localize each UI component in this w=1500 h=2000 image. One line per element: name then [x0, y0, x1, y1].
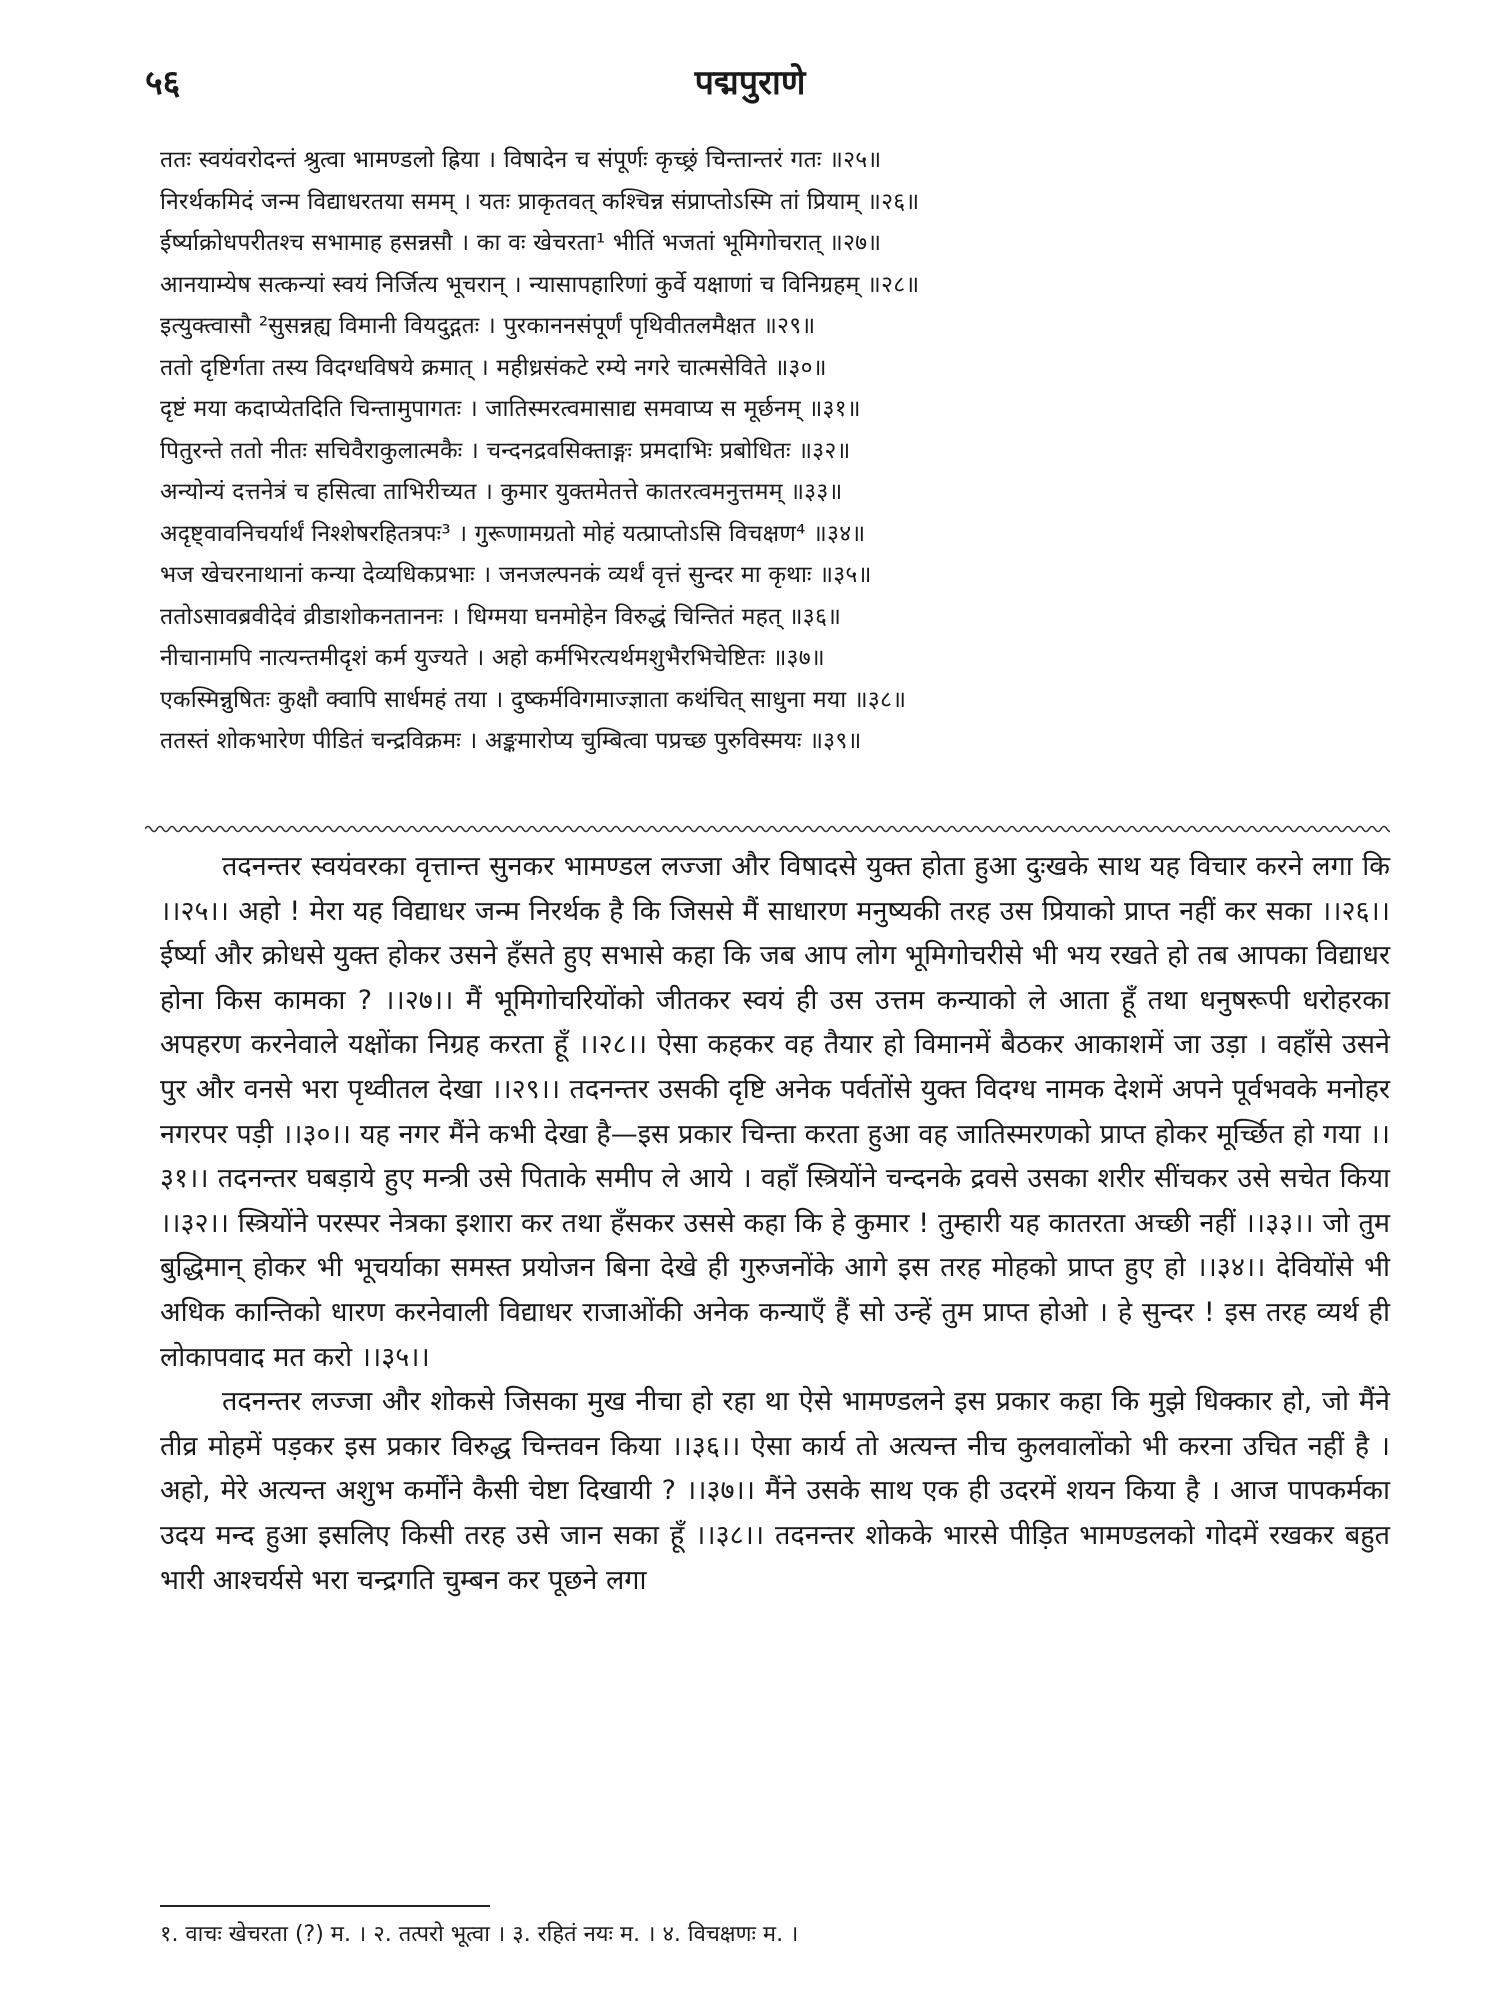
verse-line: एकस्मिन्नुषितः कुक्षौ क्वापि सार्धमहं तया । दुष्कर्मविगमाज्ज्ञाता कथंचित् साधुना मया ॥३८॥ [160, 686, 907, 713]
verse-line: इत्युक्त्वासौ ²सुसन्नह्य विमानी वियदुद्गतः । पुरकाननसंपूर्णं पृथिवीतलमैक्षत ॥२९॥ [160, 313, 816, 339]
verse-line: ततस्तं शोकभारेण पीडितं चन्द्रविक्रमः । अङ्कमारोप्य चुम्बित्वा पप्रच्छ पुरुविस्मयः ॥३९॥ [160, 728, 862, 754]
verse-line: पितुरन्ते ततो नीतः सचिवैराकुलात्मकैः । चन्दनद्रवसिक्ताङ्गः प्रमदाभिः प्रबोधितः ॥३२॥ [160, 437, 851, 464]
verse-line: अन्योन्यं दत्तनेत्रं च हसित्वा ताभिरीच्यत । कुमार युक्तमेतत्ते कातरत्वमनुत्तमम् ॥३३॥ [160, 479, 843, 505]
verse-line: आनयाम्येष सत्कन्यां स्वयं निर्जित्य भूचरान् । न्यासापहारिणां कुर्वे यक्षाणां च विनिग्रहम् ॥२८॥ [160, 271, 920, 298]
verse-line: ततः स्वयंवरोदन्तं श्रुत्वा भामण्डलो ह्रिया । विषादेन च संपूर्णः कृच्छ्रं चिन्तान्तरं गतः ॥२५॥ [160, 147, 882, 173]
translation-paragraph: तदनन्तर लज्जा और शोकसे जिसका मुख नीचा हो रहा था ऐसे भामण्डलने इस प्रकार कहा कि मुझे धिक्कार हो, जो मैंने तीव्र मोहमें पड़कर इस प्रकार विरुद्ध चिन्तवन किया ।।३६।। ऐसा कार्य तो अत्यन्त नीच कुलवालोंको भी करना उचित नहीं है । अहो, मेरे अत्यन्त अशुभ कर्मोंने कैसी चेष्टा दिखायी ? ।।३७।। मैंने उसके साथ एक ही उदरमें शयन किया है । आज पापकर्मका उदय मन्द हुआ इसलिए किसी तरह उसे जान सका हूँ ।।३८।। तदनन्तर शोकके भारसे पीड़ित भामण्डलको गोदमें रखकर बहुत भारी आश्चर्यसे भरा चन्द्रगति चुम्बन कर पूछने लगा [160, 1386, 1390, 1596]
verse-line: ईर्ष्याक्रोधपरीतश्च सभामाह हसन्नसौ । का वः खेचरता¹ भीतिं भजतां भूमिगोचरात् ॥२७॥ [160, 230, 882, 256]
verse-line: अदृष्ट्वावनिचर्यार्थं निश्शेषरहितत्रपः³ । गुरूणामग्रतो मोहं यत्प्राप्तोऽसि विचक्षण⁴ ॥३४॥ [160, 520, 866, 547]
verse-line: ततोऽसावब्रवीदेवं व्रीडाशोकनताननः । धिग्मया घनमोहेन विरुद्धं चिन्तितं महत् ॥३६॥ [160, 603, 842, 630]
hindi-translation [160, 845, 1390, 1603]
wavy-divider [145, 822, 1390, 836]
page-header [0, 58, 1500, 118]
translation-paragraph: तदनन्तर स्वयंवरका वृत्तान्त सुनकर भामण्डल लज्जा और विषादसे युक्त होता हुआ दुःखके साथ यह विचार करने लगा कि ।।२५।। अहो ! मेरा यह विद्याधर जन्म निरर्थक है कि जिससे मैं साधारण मनुष्यकी तरह उस प्रियाको प्राप्त नहीं कर सका ।।२६।। ईर्ष्या और क्रोधसे युक्त होकर उसने हँसते हुए सभासे कहा कि जब आप लोग भूमिगोचरीसे भी भय रखते हो तब आपका विद्याधर होना किस कामका ? ।।२७।। मैं भूमिगोचरियोंको जीतकर स्वयं ही उस उत्तम कन्याको ले आता हूँ तथा धनुषरूपी धरोहरका अपहरण करनेवाले यक्षोंका निग्रह करता हूँ ।।२८।। ऐसा कहकर वह तैयार हो विमानमें बैठकर आकाशमें जा उड़ा । वहाँसे उसने पुर और वनसे भरा पृथ्वीतल देखा ।।२९।। तदनन्तर उसकी दृष्टि अनेक पर्वतोंसे युक्त विदग्ध नामक देशमें अपने पूर्वभवके मनोहर नगरपर पड़ी ।।३०।। यह नगर मैंने कभी देखा है—इस प्रकार चिन्ता करता हुआ वह जातिस्मरणको प्राप्त होकर मूर्च्छित हो गया ।।३१।। तदनन्तर घबड़ाये हुए मन्त्री उसे पिताके समीप ले आये । वहाँ स्त्रियोंने चन्दनके द्रवसे उसका शरीर सींचकर उसे सचेत किया ।।३२।। स्त्रियोंने परस्पर नेत्रका इशारा कर तथा हँसकर उससे कहा कि हे कुमार ! तुम्हारी यह कातरता अच्छी नहीं ।।३३।। जो तुम बुद्धिमान् होकर भी भूचर्याका समस्त प्रयोजन बिना देखे ही गुरुजनोंके आगे इस तरह मोहको प्राप्त हुए हो ।।३४।। देवियोंसे भी अधिक कान्तिको धारण करनेवाली विद्याधर राजाओंकी अनेक कन्याएँ हैं सो उन्हें तुम प्राप्त होओ । हे सुन्दर ! इस तरह व्यर्थ ही लोकापवाद मत करो ।।३५।। [160, 851, 1390, 1373]
verse-line: निरर्थकमिदं जन्म विद्याधरतया समम् । यतः प्राकृतवत् कश्चिन्न संप्राप्तोऽस्मि तां प्रियाम् ॥२६॥ [160, 188, 920, 215]
verse-line: ततो दृष्टिर्गता तस्य विदग्धविषये क्रमात् । महीध्रसंकटे रम्ये नगरे चात्मसेविते ॥३०॥ [160, 354, 827, 381]
sanskrit-verses [160, 140, 1390, 763]
page-number: ५६ [145, 63, 181, 103]
verse-line: नीचानामपि नात्यन्तमीदृशं कर्म युज्यते । अहो कर्मभिरत्यर्थमशुभैरभिचेष्टितः ॥३७॥ [160, 645, 825, 671]
verse-line: भज खेचरनाथानां कन्या देव्यधिकप्रभाः । जनजल्पनकं व्यर्थं वृत्तं सुन्दर मा कृथाः ॥३५॥ [160, 562, 872, 588]
page-title: पद्मपुराणे [694, 63, 806, 103]
footnote-rule [160, 1905, 490, 1907]
footnotes: १. वाचः खेचरता (?) म. । २. तत्परो भूत्वा । ३. रहितं नयः म. । ४. विचक्षणः म. । [160, 1922, 799, 1947]
verse-line: दृष्टं मया कदाप्येतदिति चिन्तामुपागतः । जातिस्मरत्वमासाद्य समवाप्य स मूर्छनम् ॥३१॥ [160, 396, 861, 422]
